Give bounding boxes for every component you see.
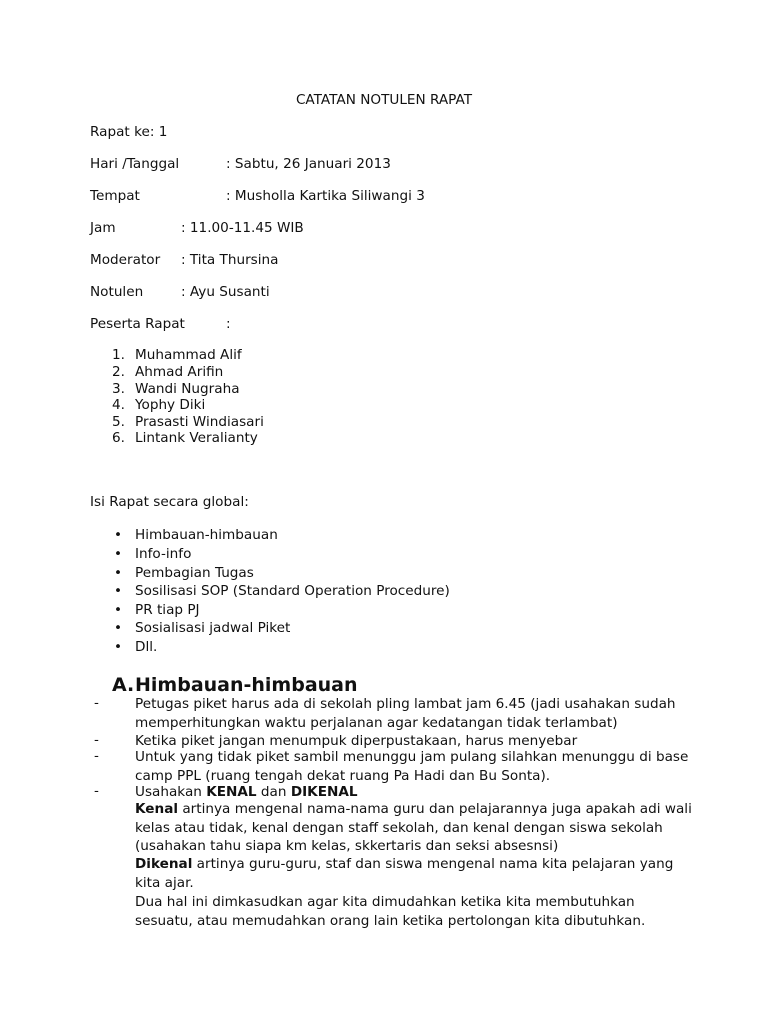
bullet-icon: •: [114, 583, 123, 599]
list-item: Muhammad Alif: [135, 347, 242, 363]
list-item: Yophy Diki: [135, 397, 206, 413]
time-label: Jam: [90, 220, 116, 236]
dash-marker: -: [94, 732, 99, 748]
text-span: Usahakan: [135, 784, 207, 800]
list-item-number: 4.: [112, 397, 125, 413]
notulen-label: Notulen: [90, 284, 144, 300]
list-item: Ahmad Arifin: [135, 364, 224, 380]
emphasis-kenal: KENAL: [206, 784, 257, 800]
dash-marker: -: [94, 783, 99, 799]
kenal-term: Kenal: [135, 801, 179, 817]
list-item-number: 5.: [112, 414, 125, 430]
bullet-icon: •: [114, 546, 123, 562]
himbauan-item: [135, 783, 695, 802]
section-heading: Himbauan-himbauan: [135, 674, 358, 696]
dikenal-term: Dikenal: [135, 856, 193, 872]
list-item: Wandi Nugraha: [135, 381, 240, 397]
list-item-number: 1.: [112, 347, 125, 363]
dikenal-definition: artinya guru-guru, staf dan siswa mengenal nama kita pelajaran yang kita ajar.: [135, 856, 674, 891]
notulen-value: : Ayu Susanti: [181, 284, 270, 300]
date-value: : Sabtu, 26 Januari 2013: [226, 156, 391, 172]
participants-label: Peserta Rapat: [90, 316, 185, 332]
closing-paragraph: Dua hal ini dimkasudkan agar kita dimudahkan ketika kita membutuhkan sesuatu, atau memudahkan orang lain ketika pertolongan kita dibutuhkan.: [135, 894, 646, 929]
bullet-icon: •: [114, 527, 123, 543]
meeting-number: Rapat ke: 1: [90, 124, 168, 140]
list-item-number: 3.: [112, 381, 125, 397]
list-item: Sosialisasi jadwal Piket: [135, 620, 291, 636]
himbauan-item: Untuk yang tidak piket sambil menunggu jam pulang silahkan menunggu di base camp PPL (ruang tengah dekat ruang Pa Hadi dan Bu Sonta).: [135, 749, 689, 784]
document-title: CATATAN NOTULEN RAPAT: [295, 92, 473, 108]
moderator-value: : Tita Thursina: [181, 252, 279, 268]
kenal-paragraph: [135, 800, 695, 856]
dash-marker: -: [94, 748, 99, 764]
bullet-icon: •: [114, 565, 123, 581]
himbauan-item: Ketika piket jangan menumpuk diperpustakaan, harus menyebar: [135, 733, 578, 749]
list-item: PR tiap PJ: [135, 602, 200, 618]
list-item: Himbauan-himbauan: [135, 527, 278, 543]
list-item: Prasasti Windiasari: [135, 414, 264, 430]
date-label: Hari /Tanggal: [90, 156, 180, 172]
list-item-number: 2.: [112, 364, 125, 380]
list-item: Lintank Veralianty: [135, 430, 258, 446]
list-item: Info-info: [135, 546, 192, 562]
text-span: dan: [256, 784, 291, 800]
bullet-icon: •: [114, 602, 123, 618]
participants-colon: :: [226, 316, 231, 332]
dash-marker: -: [94, 695, 99, 711]
time-value: : 11.00-11.45 WIB: [181, 220, 304, 236]
place-label: Tempat: [90, 188, 140, 204]
list-item: Sosilisasi SOP (Standard Operation Procedure): [135, 583, 450, 599]
dikenal-paragraph: [135, 855, 695, 892]
list-item-number: 6.: [112, 430, 125, 446]
emphasis-dikenal: DIKENAL: [290, 784, 358, 800]
section-letter: A.: [112, 674, 135, 696]
global-agenda-label: Isi Rapat secara global:: [90, 494, 249, 510]
list-item: Pembagian Tugas: [135, 565, 254, 581]
place-value: : Musholla Kartika Siliwangi 3: [226, 188, 425, 204]
moderator-label: Moderator: [90, 252, 161, 268]
list-item: Dll.: [135, 639, 158, 655]
bullet-icon: •: [114, 639, 123, 655]
himbauan-item: Petugas piket harus ada di sekolah pling lambat jam 6.45 (jadi usahakan sudah memperhitungkan waktu perjalanan agar kedatangan tidak terlambat): [135, 696, 676, 731]
kenal-definition: artinya mengenal nama-nama guru dan pelajarannya juga apakah adi wali kelas atau tidak, kenal dengan staff sekolah, dan kenal dengan siswa sekolah (usahakan tahu siapa km kelas, skkertaris dan seksi absesnsi): [135, 801, 692, 854]
bullet-icon: •: [114, 620, 123, 636]
